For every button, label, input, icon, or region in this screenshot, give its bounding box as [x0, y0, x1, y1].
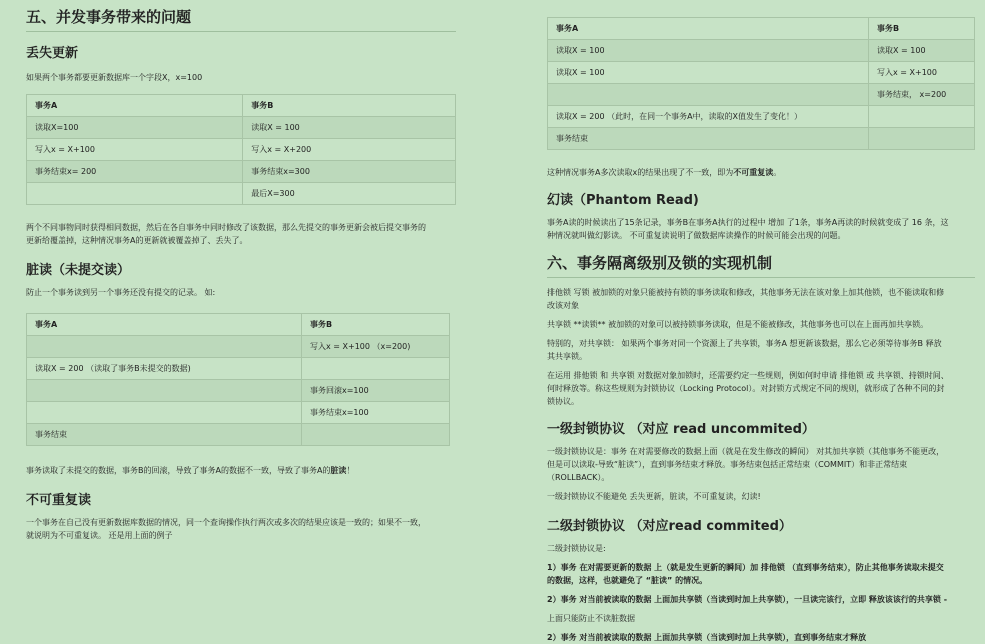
right-column: [547, 0, 975, 644]
table-header: 事务B: [302, 314, 450, 336]
table-header: 事务A: [27, 95, 243, 117]
level1-heading: 一级封锁协议 （对应 read uncommited）: [547, 422, 815, 437]
level2-heading: 二级封锁协议 （对应read commited）: [547, 519, 792, 534]
table-row: [548, 128, 975, 150]
dirty-read-note: 事务读取了未提交的数据，事务B的回滚，导致了事务A的数据不一致，导致了事务A的脏读！: [26, 466, 355, 475]
table-header-row: [548, 18, 975, 40]
dirty-read-heading: 脏读（未提交读）: [26, 263, 131, 278]
table-cell: 写入x = X+200: [243, 139, 456, 161]
table-row: [27, 380, 450, 402]
table-cell: 写入x = X+100 （x=200): [302, 336, 450, 358]
exclusive-lock-paragraph: 排他锁 写锁 被加锁的对象只能被持有锁的事务读取和修改，其他事务无法在该对象上加其他锁，也不能读取和修 改该对象: [547, 288, 945, 310]
level1-text: 一级封锁协议是：事务 在对需要修改的数据上面（就是在发生修改的瞬间） 对其加共享锁（其他事务不能更改， 但是可以读取-导致“脏读”），直到事务结束才释放。事务结束包括正常结束（COMMIT）和非正常结束 （ROLLBACK）。: [547, 447, 945, 482]
table-cell: [548, 84, 869, 106]
table-header: 事务B: [869, 18, 975, 40]
table-cell: [27, 402, 302, 424]
table-cell: [27, 336, 302, 358]
table-cell: [869, 128, 975, 150]
table-cell: [869, 106, 975, 128]
table-header: 事务A: [548, 18, 869, 40]
table-cell: 读取X = 100: [869, 40, 975, 62]
table-cell: 读取X = 100: [243, 117, 456, 139]
non-repeatable-table: [547, 17, 975, 150]
table-row: [27, 402, 450, 424]
table-cell: 写入x = X+100: [869, 62, 975, 84]
level2-intro: 二级封锁协议是:: [547, 544, 606, 553]
table-row: [27, 117, 456, 139]
table-row: [27, 161, 456, 183]
table-cell: 事务回滚x=100: [302, 380, 450, 402]
dirty-read-table: [26, 313, 450, 446]
table-cell: 最后X=300: [243, 183, 456, 205]
table-cell: 读取X = 100: [548, 40, 869, 62]
table-cell: 读取X = 200 （读取了事务B未提交的数据): [27, 358, 302, 380]
table-cell: 事务结束: [548, 128, 869, 150]
dirty-read-intro: 防止一个事务读到另一个事务还没有提交的记录。 如:: [26, 288, 216, 297]
table-cell: [27, 380, 302, 402]
lost-update-note: [26, 221, 456, 247]
table-cell: 事务结束， x=200: [869, 84, 975, 106]
table-cell: [302, 424, 450, 446]
note-line: 两个不同事物同时获得相同数据，然后在各自事务中同时修改了该数据，那么先提交的事务更新会被后提交事务的: [26, 223, 426, 232]
phantom-heading: 幻读（Phantom Read): [547, 193, 699, 208]
table-cell: 读取X = 200 （此时，在同一个事务A中，读取的X值发生了变化！）: [548, 106, 869, 128]
table-row: [27, 336, 450, 358]
table-cell: 事务结束x= 200: [27, 161, 243, 183]
level2-item1: 1）事务 在对需要更新的数据 上（就是发生更新的瞬间）加 排他锁 （直到事务结束），防止其他事务读取未提交 的数据，这样，也就避免了 “脏读” 的情况。: [547, 563, 944, 585]
phantom-text: 事务A读的时候读出了15条记录，事务B在事务A执行的过程中 增加 了1条，事务A再读的时候就变成了 16 条，这 种情况就叫做幻影读。 不可重复读说明了做数据库读操作的时候可能会出现的问题。: [547, 218, 949, 240]
table-cell: 事务结束x=100: [302, 402, 450, 424]
non-repeatable-intro: 一个事务在自己没有更新数据库数据的情况，同一个查询操作执行两次或多次的结果应该是一致的；如果不一致， 就说明为不可重复读。 还是用上面的例子: [26, 518, 426, 540]
table-header: 事务B: [243, 95, 456, 117]
table-cell: 写入x = X+100: [27, 139, 243, 161]
table-header-row: [27, 95, 456, 117]
table-header: 事务A: [27, 314, 302, 336]
table-header-row: [27, 314, 450, 336]
table-cell: [302, 358, 450, 380]
table-row: [548, 40, 975, 62]
section5-title: 五、并发事务带来的问题: [26, 0, 456, 32]
table-row: [548, 84, 975, 106]
table-row: [548, 106, 975, 128]
shared-lock-paragraph: 共享锁 **读锁** 被加锁的对象可以被持锁事务读取，但是不能被修改，其他事务也可以在上面再加共享锁。: [547, 320, 929, 329]
table-cell: 事务结束: [27, 424, 302, 446]
table-row: [27, 424, 450, 446]
note-line: 更新给覆盖掉，这种情况事务A的更新就被覆盖掉了、丢失了。: [26, 236, 248, 245]
table-cell: [27, 183, 243, 205]
table-row: [27, 139, 456, 161]
table-row: [27, 183, 456, 205]
lost-update-heading: 丢失更新: [26, 46, 79, 61]
section6-title: 六、事务隔离级别及锁的实现机制: [547, 246, 975, 278]
table-cell: 读取X = 100: [548, 62, 869, 84]
level2-item2-cont: 上面只能防止不读脏数据: [547, 614, 635, 623]
table-cell: 读取X=100: [27, 117, 243, 139]
lost-update-table: [26, 94, 456, 205]
non-repeatable-note: 这种情况事务A多次读取x的结果出现了不一致，即为不可重复读。: [547, 168, 782, 177]
level1-text2: 一级封锁协议不能避免 丢失更新，脏读，不可重复读，幻读!: [547, 492, 761, 501]
lost-update-intro: 如果两个事务都要更新数据库一个字段X，x=100: [26, 73, 203, 82]
left-column: [26, 0, 456, 542]
locking-protocol-paragraph: 在运用 排他锁 和 共享锁 对数据对象加锁时，还需要约定一些规则，例如何时申请 排他锁 或 共享锁、持锁时间、 何时释放等。称这些规则为封锁协议（Locking Protocol）。对封锁方式规定不同的规则，就形成了各种不同的封 锁协议。: [547, 371, 949, 406]
dirty-read-bold: 脏读: [330, 466, 347, 475]
non-repeatable-heading: 不可重复读: [26, 493, 92, 508]
shared-lock-special-paragraph: 特别的，对共享锁： 如果两个事务对同一个资源上了共享锁，事务A 想更新该数据，那么它必须等待事务B 释放 其共享锁。: [547, 339, 942, 361]
level2-item2: 2）事务 对当前被读取的数据 上面加共享锁（当读到时加上共享锁），一旦读完该行，立即 释放该该行的共享锁 -: [547, 595, 948, 604]
level2-item3: 2）事务 对当前被读取的数据 上面加共享锁（当读到时加上共享锁），直到事务结束才释放: [547, 633, 867, 642]
table-row: [548, 62, 975, 84]
table-row: [27, 358, 450, 380]
table-cell: 事务结束x=300: [243, 161, 456, 183]
